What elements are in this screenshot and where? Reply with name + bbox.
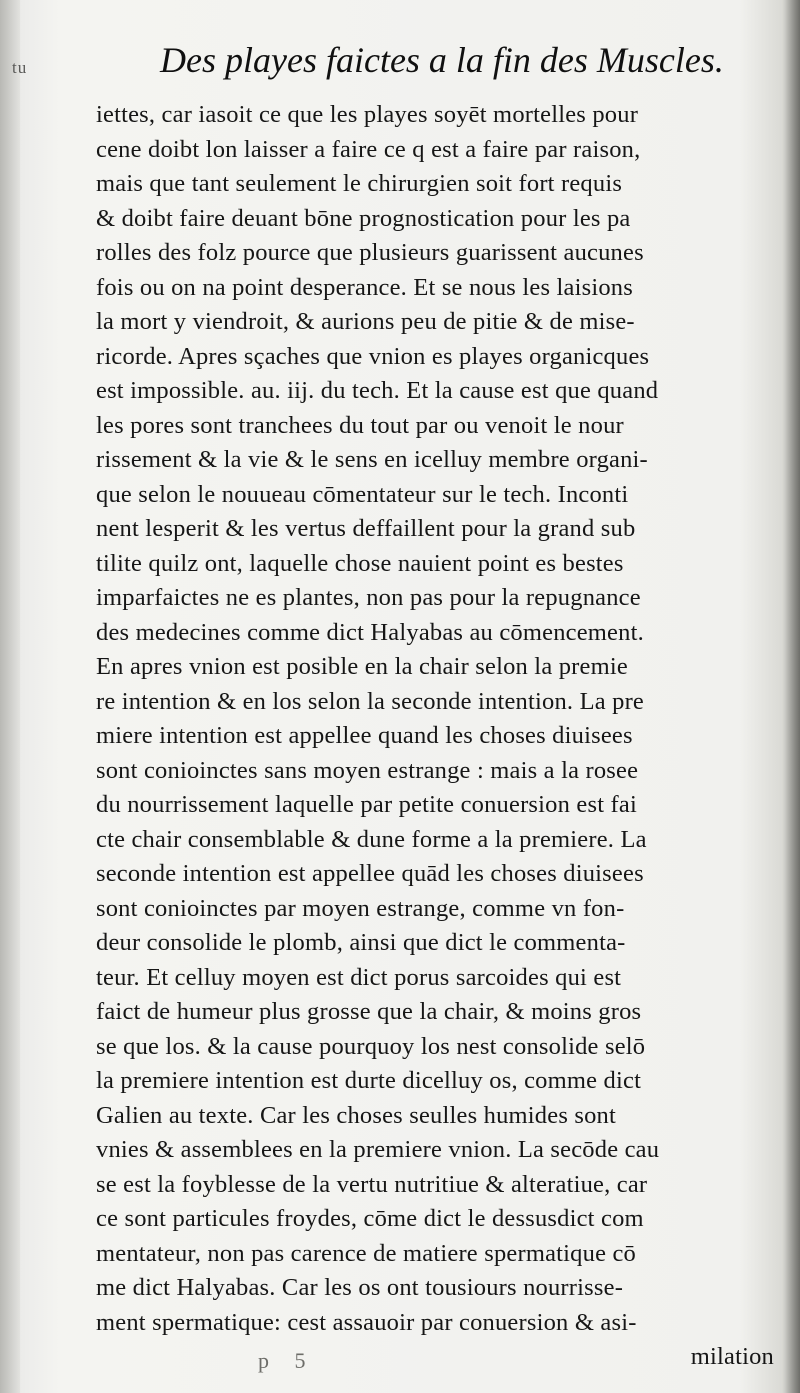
text-line: miere intention est appellee quand les choses diuisees bbox=[96, 722, 633, 749]
signature-mark: p 5 bbox=[258, 1348, 316, 1373]
running-head: Des playes faictes a la fin des Muscles. bbox=[160, 40, 724, 80]
text-line: deur consolide le plomb, ainsi que dict le commenta- bbox=[96, 929, 626, 956]
right-edge-shadow bbox=[782, 0, 800, 1393]
text-line: cene doibt lon laisser a faire ce q est a faire par raison, bbox=[96, 135, 641, 163]
text-line: ment spermatique: cest assauoir par conuersion & asi- bbox=[96, 1308, 637, 1336]
text-line: Galien au texte. Car les choses seulles humides sont bbox=[96, 1101, 617, 1129]
text-line: les pores sont tranchees du tout par ou venoit le nour bbox=[96, 411, 624, 439]
text-line: sont conioinctes par moyen estrange, comme vn fon- bbox=[96, 894, 625, 922]
text-line: tilite quilz ont, laquelle chose nauient point es bestes bbox=[96, 549, 624, 577]
text-line: mais que tant seulement le chirurgien soit fort requis bbox=[96, 170, 623, 197]
text-line: vnies & assemblees en la premiere vnion. La secōde cau bbox=[96, 1136, 660, 1163]
text-line: teur. Et celluy moyen est dict porus sarcoides qui est bbox=[96, 963, 622, 991]
text-line: seconde intention est appellee quād les choses diuisees bbox=[96, 860, 644, 887]
text-line: se est la foyblesse de la vertu nutritiue & alteratiue, car bbox=[96, 1170, 648, 1198]
marginal-mark: tu bbox=[12, 58, 28, 77]
text-line: est impossible. au. iij. du tech. Et la cause est que quand bbox=[96, 377, 659, 404]
text-line: mentateur, non pas carence de matiere spermatique cō bbox=[96, 1239, 636, 1267]
text-line: rolles des folz pource que plusieurs guarissent aucunes bbox=[96, 239, 644, 266]
text-line: se que los. & la cause pourquoy los nest consolide selō bbox=[96, 1032, 646, 1060]
text-line: cte chair consemblable & dune forme a la premiere. La bbox=[96, 825, 647, 853]
text-line: rissement & la vie & le sens en icelluy membre organi- bbox=[96, 446, 648, 473]
text-line: sont conioinctes sans moyen estrange : mais a la rosee bbox=[96, 756, 639, 784]
text-line: milation bbox=[690, 1343, 774, 1370]
text-line: & doibt faire deuant bōne prognostication pour les pa bbox=[96, 204, 631, 232]
text-line: nent lesperit & les vertus deffaillent pour la grand sub bbox=[96, 515, 636, 542]
text-line: ce sont particules froydes, cōme dict le dessusdict com bbox=[96, 1205, 644, 1232]
text-line: fois ou on na point desperance. Et se nous les laisions bbox=[96, 273, 633, 301]
body-text bbox=[96, 98, 782, 1375]
text-line: me dict Halyabas. Car les os ont tousiours nourrisse- bbox=[96, 1274, 624, 1301]
text-line: du nourrissement laquelle par petite conuersion est fai bbox=[96, 791, 637, 818]
text-line: la premiere intention est durte dicelluy os, comme dict bbox=[96, 1067, 642, 1094]
text-line: que selon le nouueau cōmentateur sur le tech. Inconti bbox=[96, 480, 629, 508]
text-line: ricorde. Apres sçaches que vnion es playes organicques bbox=[96, 342, 650, 370]
text-line: imparfaictes ne es plantes, non pas pour la repugnance bbox=[96, 584, 641, 611]
text-line: re intention & en los selon la seconde intention. La pre bbox=[96, 687, 645, 715]
left-gutter-shadow bbox=[0, 0, 20, 1393]
text-line: faict de humeur plus grosse que la chair, & moins gros bbox=[96, 998, 642, 1025]
text-line: des medecines comme dict Halyabas au cōmencement. bbox=[96, 618, 644, 646]
text-line: iettes, car iasoit ce que les playes soyēt mortelles pour bbox=[96, 101, 639, 128]
text-line: En apres vnion est posible en la chair selon la premie bbox=[96, 653, 628, 680]
text-line: la mort y viendroit, & aurions peu de pitie & de mise- bbox=[96, 308, 635, 335]
